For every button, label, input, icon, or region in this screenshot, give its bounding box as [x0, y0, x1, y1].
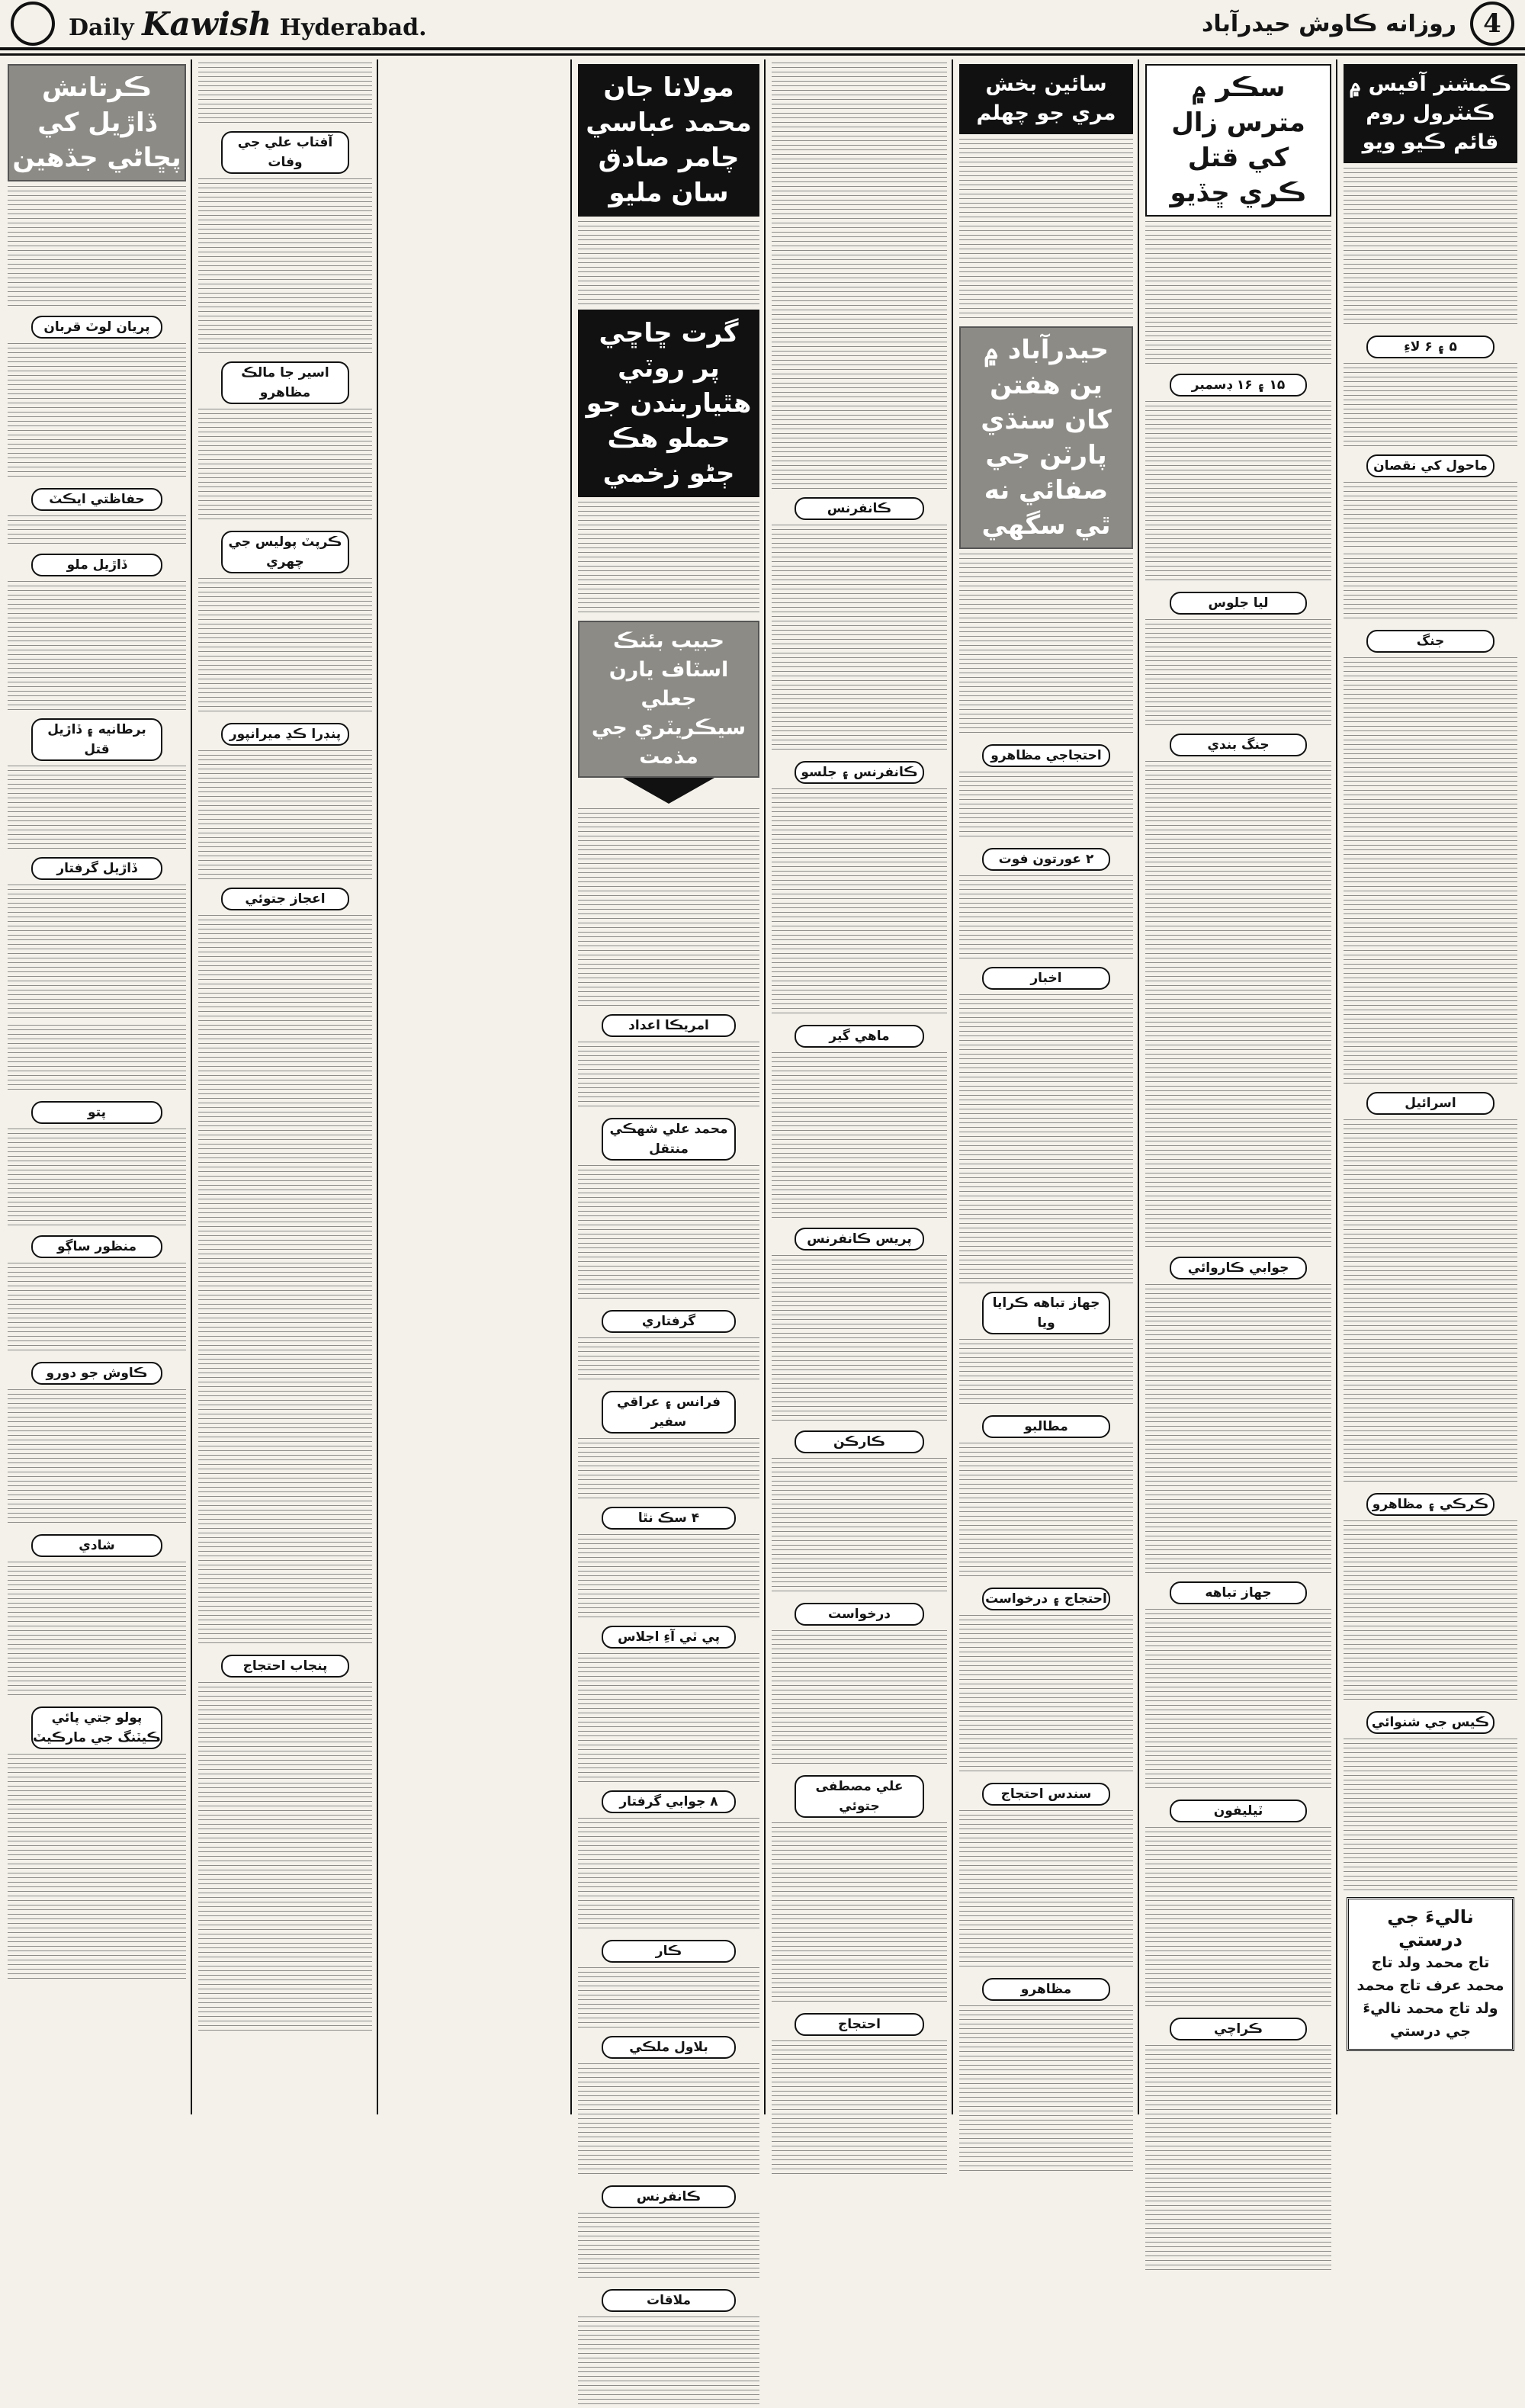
subheading: ڪراچي [1170, 2018, 1307, 2040]
article-text [959, 994, 1133, 1284]
subheading: اخبار [982, 967, 1110, 990]
column-3 [955, 59, 1138, 2114]
article-text [772, 63, 947, 490]
col-divider [764, 59, 766, 2114]
article-text [8, 1129, 186, 1228]
subheading: ڪانفرنس [795, 497, 924, 520]
latin-title-prefix: Daily [69, 14, 134, 41]
article-text [8, 766, 186, 849]
masthead-left [11, 2, 427, 46]
latin-title-name: Kawish [142, 5, 272, 43]
subheading: ڪانفرنس [602, 2185, 735, 2208]
subheading: ڪار [602, 1940, 735, 1963]
masthead-left-circle [11, 2, 55, 46]
article-text [8, 1389, 186, 1527]
latin-title-city: Hyderabad. [279, 14, 427, 41]
subheading: منظور ساڳو [31, 1235, 162, 1258]
article-text [959, 1810, 1133, 1970]
column-1 [1339, 59, 1522, 2114]
article-text [198, 1682, 372, 2033]
article-text [8, 1263, 186, 1354]
subheading: شادي [31, 1534, 162, 1557]
article-text [1344, 1520, 1517, 1703]
article-text [198, 915, 372, 1647]
col-divider [377, 59, 378, 2114]
subheading: پي ٽي آءِ اجلاس [602, 1626, 735, 1649]
column-2 [1141, 59, 1336, 2114]
article-text [772, 1458, 947, 1595]
notice-title: ناليءَ جي درستي [1387, 1906, 1474, 1950]
article-text [772, 1052, 947, 1220]
subheading: علي مصطفى جتوئي [795, 1775, 924, 1818]
subheading: ۸ جوابي گرفتار [602, 1790, 735, 1813]
article-text [1145, 1827, 1331, 2010]
masthead [0, 0, 1525, 50]
article-text [8, 515, 186, 546]
article-text [1145, 2045, 1331, 2274]
latin-title [69, 5, 427, 43]
subheading: ليا جلوس [1170, 592, 1307, 615]
article-text [198, 409, 372, 523]
subheading: گرفتاري [602, 1310, 735, 1333]
subheading: آفتاب علي جي وفات [221, 131, 349, 174]
article-text [8, 581, 186, 711]
article-text [1145, 761, 1331, 1249]
article-text [578, 502, 759, 616]
article-text [959, 1615, 1133, 1775]
subheading: احتجاج ۽ درخواست [982, 1588, 1110, 1610]
column-3-big-headline: حيدرآباد ۾ ين هفتن کان سنڌي پارٽن جي صفائي نه ٿي سگهي [959, 326, 1133, 549]
subheading: ڪارڪن [795, 1430, 924, 1453]
subheading: ٽيليفون [1170, 1800, 1307, 1822]
column-5 [573, 59, 764, 2308]
article-text [1145, 619, 1331, 726]
column-5-big-headline: گرت ڇاڇي پر روٽي هٿياربندن جو حملو هڪ ڄڻو زخمي [578, 310, 759, 497]
column-5-headline: مولانا جان محمد عباسي چامر صادق سان مليو [578, 64, 759, 217]
article-text [1344, 168, 1517, 328]
article-text [1344, 657, 1517, 1084]
article-text [1344, 1119, 1517, 1485]
article-text [578, 1818, 759, 1932]
subheading: جهاز تباهه ڪرايا ويا [982, 1292, 1110, 1334]
subheading: ڪانفرنس ۽ جلسو [795, 761, 924, 784]
subheading: جنگ [1366, 630, 1494, 653]
subheading: پتو [31, 1101, 162, 1124]
subheading: ۱۵ ۽ ۱۶ ڊسمبر [1170, 374, 1307, 397]
subheading: امريڪا اعداد [602, 1014, 735, 1037]
article-text [959, 1443, 1133, 1580]
article-text [772, 1255, 947, 1423]
column-7-headline: ڪرتانش ڏاڙيل کي پڇاڻي جڏهين [8, 64, 186, 181]
masthead-rule [0, 53, 1525, 56]
article-text [578, 2316, 759, 2408]
subheading: احتجاج [795, 2013, 924, 2036]
subheading: درخواست [795, 1603, 924, 1626]
column-2-headline: سڪر ۾ مترس زال کي قتل ڪري ڇڏيو [1145, 64, 1331, 217]
article-text [772, 2040, 947, 2178]
article-text [959, 875, 1133, 959]
article-text [578, 1337, 759, 1383]
article-text [578, 2063, 759, 2178]
col-divider [570, 59, 572, 2114]
article-text [1344, 1739, 1517, 1891]
article-text [8, 885, 186, 1022]
article-text [198, 178, 372, 354]
subheading: اسير جا مالڪ مظاهرو [221, 361, 349, 404]
article-text [8, 1562, 186, 1699]
article-text [1145, 1284, 1331, 1574]
subheading: ماهي گير [795, 1025, 924, 1048]
page-number: 4 [1470, 2, 1514, 46]
subheading: مطالبو [982, 1415, 1110, 1438]
article-text [578, 1653, 759, 1783]
column-1-headline: ڪمشنر آفيس ۾ ڪنٽرول روم قائم ڪيو ويو [1344, 64, 1517, 163]
article-text [578, 808, 759, 1007]
article-text [772, 525, 947, 753]
article-text [578, 221, 759, 305]
col-divider [1336, 59, 1337, 2114]
masthead-right [1202, 2, 1514, 46]
subheading: ڪاوش جو دورو [31, 1362, 162, 1385]
article-text [772, 1822, 947, 2005]
subheading: پنجاب احتجاج [221, 1655, 349, 1678]
subheading: جنگ بندي [1170, 734, 1307, 756]
article-text [578, 1165, 759, 1302]
subheading: محمد علي شهڪي منتقل [602, 1118, 735, 1161]
article-text [198, 578, 372, 715]
article-text [772, 1630, 947, 1767]
column-7 [3, 59, 191, 2114]
article-text [1344, 482, 1517, 551]
column-6 [194, 59, 377, 2114]
callout-arrow-icon [623, 778, 714, 804]
subheading: اعجاز جتوئي [221, 888, 349, 910]
photo-callout-caption: حبيب بئنڪ اسٽاف يارن جعلي سيڪريٽري جي مذمت [578, 621, 759, 778]
subheading: ماحول کي نقصان [1366, 454, 1494, 477]
subheading: سندس احتجاج [982, 1783, 1110, 1806]
subheading: بلاول ملڪي [602, 2036, 735, 2059]
notice-box [1347, 1897, 1514, 2051]
article-text [1145, 221, 1331, 366]
col-divider [952, 59, 953, 2114]
subheading: ۴ سڪ نٿا [602, 1507, 735, 1530]
article-text [959, 554, 1133, 737]
article-text [8, 343, 186, 480]
subheading: ڪيس جي شنوائي [1366, 1711, 1494, 1734]
article-text [8, 186, 186, 308]
article-text [1344, 363, 1517, 447]
subheading: پولو جتي پائي ڪيٽنگ جي مارڪيٽ [31, 1706, 162, 1749]
article-text [578, 1967, 759, 2028]
subheading: ڏاڙيل گرفتار [31, 857, 162, 880]
article-text [578, 1534, 759, 1618]
article-text [959, 2005, 1133, 2173]
col-divider [1138, 59, 1139, 2114]
article-text [959, 139, 1133, 322]
subheading: احتجاجي مظاهرو [982, 744, 1110, 767]
subheading: مظاهرو [982, 1978, 1110, 2001]
article-text [772, 788, 947, 1017]
subheading: فرانس ۽ عراقي سفير [602, 1391, 735, 1434]
article-text [198, 750, 372, 880]
subheading: پريس ڪانفرنس [795, 1228, 924, 1251]
subheading: ڏاڙيل ملو [31, 554, 162, 576]
photo-callout [578, 621, 759, 804]
subheading: ملاقات [602, 2289, 735, 2312]
subheading: اسرائيل [1366, 1092, 1494, 1115]
article-text [578, 1438, 759, 1499]
col-divider [191, 59, 192, 2114]
subheading: جوابي ڪاروائي [1170, 1257, 1307, 1279]
subheading: ۵ ۽ ۶ لاءِ [1366, 336, 1494, 358]
subheading: ۲ عورتون فوت [982, 848, 1110, 871]
article-text [959, 772, 1133, 840]
article-text [198, 63, 372, 124]
article-text [578, 2213, 759, 2281]
subheading: حفاظتي ايڪٽ [31, 488, 162, 511]
subheading: برطانيه ۽ ڏاڙيل قتل [31, 718, 162, 761]
subheading: پريان لوٽ قربان [31, 316, 162, 339]
urdu-title: روزانه ڪاوش حيدرآباد [1201, 10, 1456, 37]
column-4 [767, 59, 952, 2114]
article-text [1145, 401, 1331, 584]
article-text [1344, 554, 1517, 622]
subheading: ڪرپٽ پوليس جي چهري [221, 531, 349, 573]
column-3-headline: سائين بخش مري جو چهلم [959, 64, 1133, 134]
article-text [8, 1025, 186, 1093]
subheading: جهاز تباهه [1170, 1581, 1307, 1604]
subheading: پنڊرا ڪڍ ميرانپور [221, 723, 349, 746]
article-text [578, 1042, 759, 1110]
article-text [1145, 1609, 1331, 1792]
subheading: ڪرڪي ۽ مظاهرو [1366, 1493, 1494, 1516]
article-text [959, 1339, 1133, 1408]
article-text [8, 1754, 186, 1983]
notice-body: تاج محمد ولد تاج محمد عرف تاج محمد ولد تاج محمد ناليءَ جي درستي [1356, 1954, 1504, 2040]
